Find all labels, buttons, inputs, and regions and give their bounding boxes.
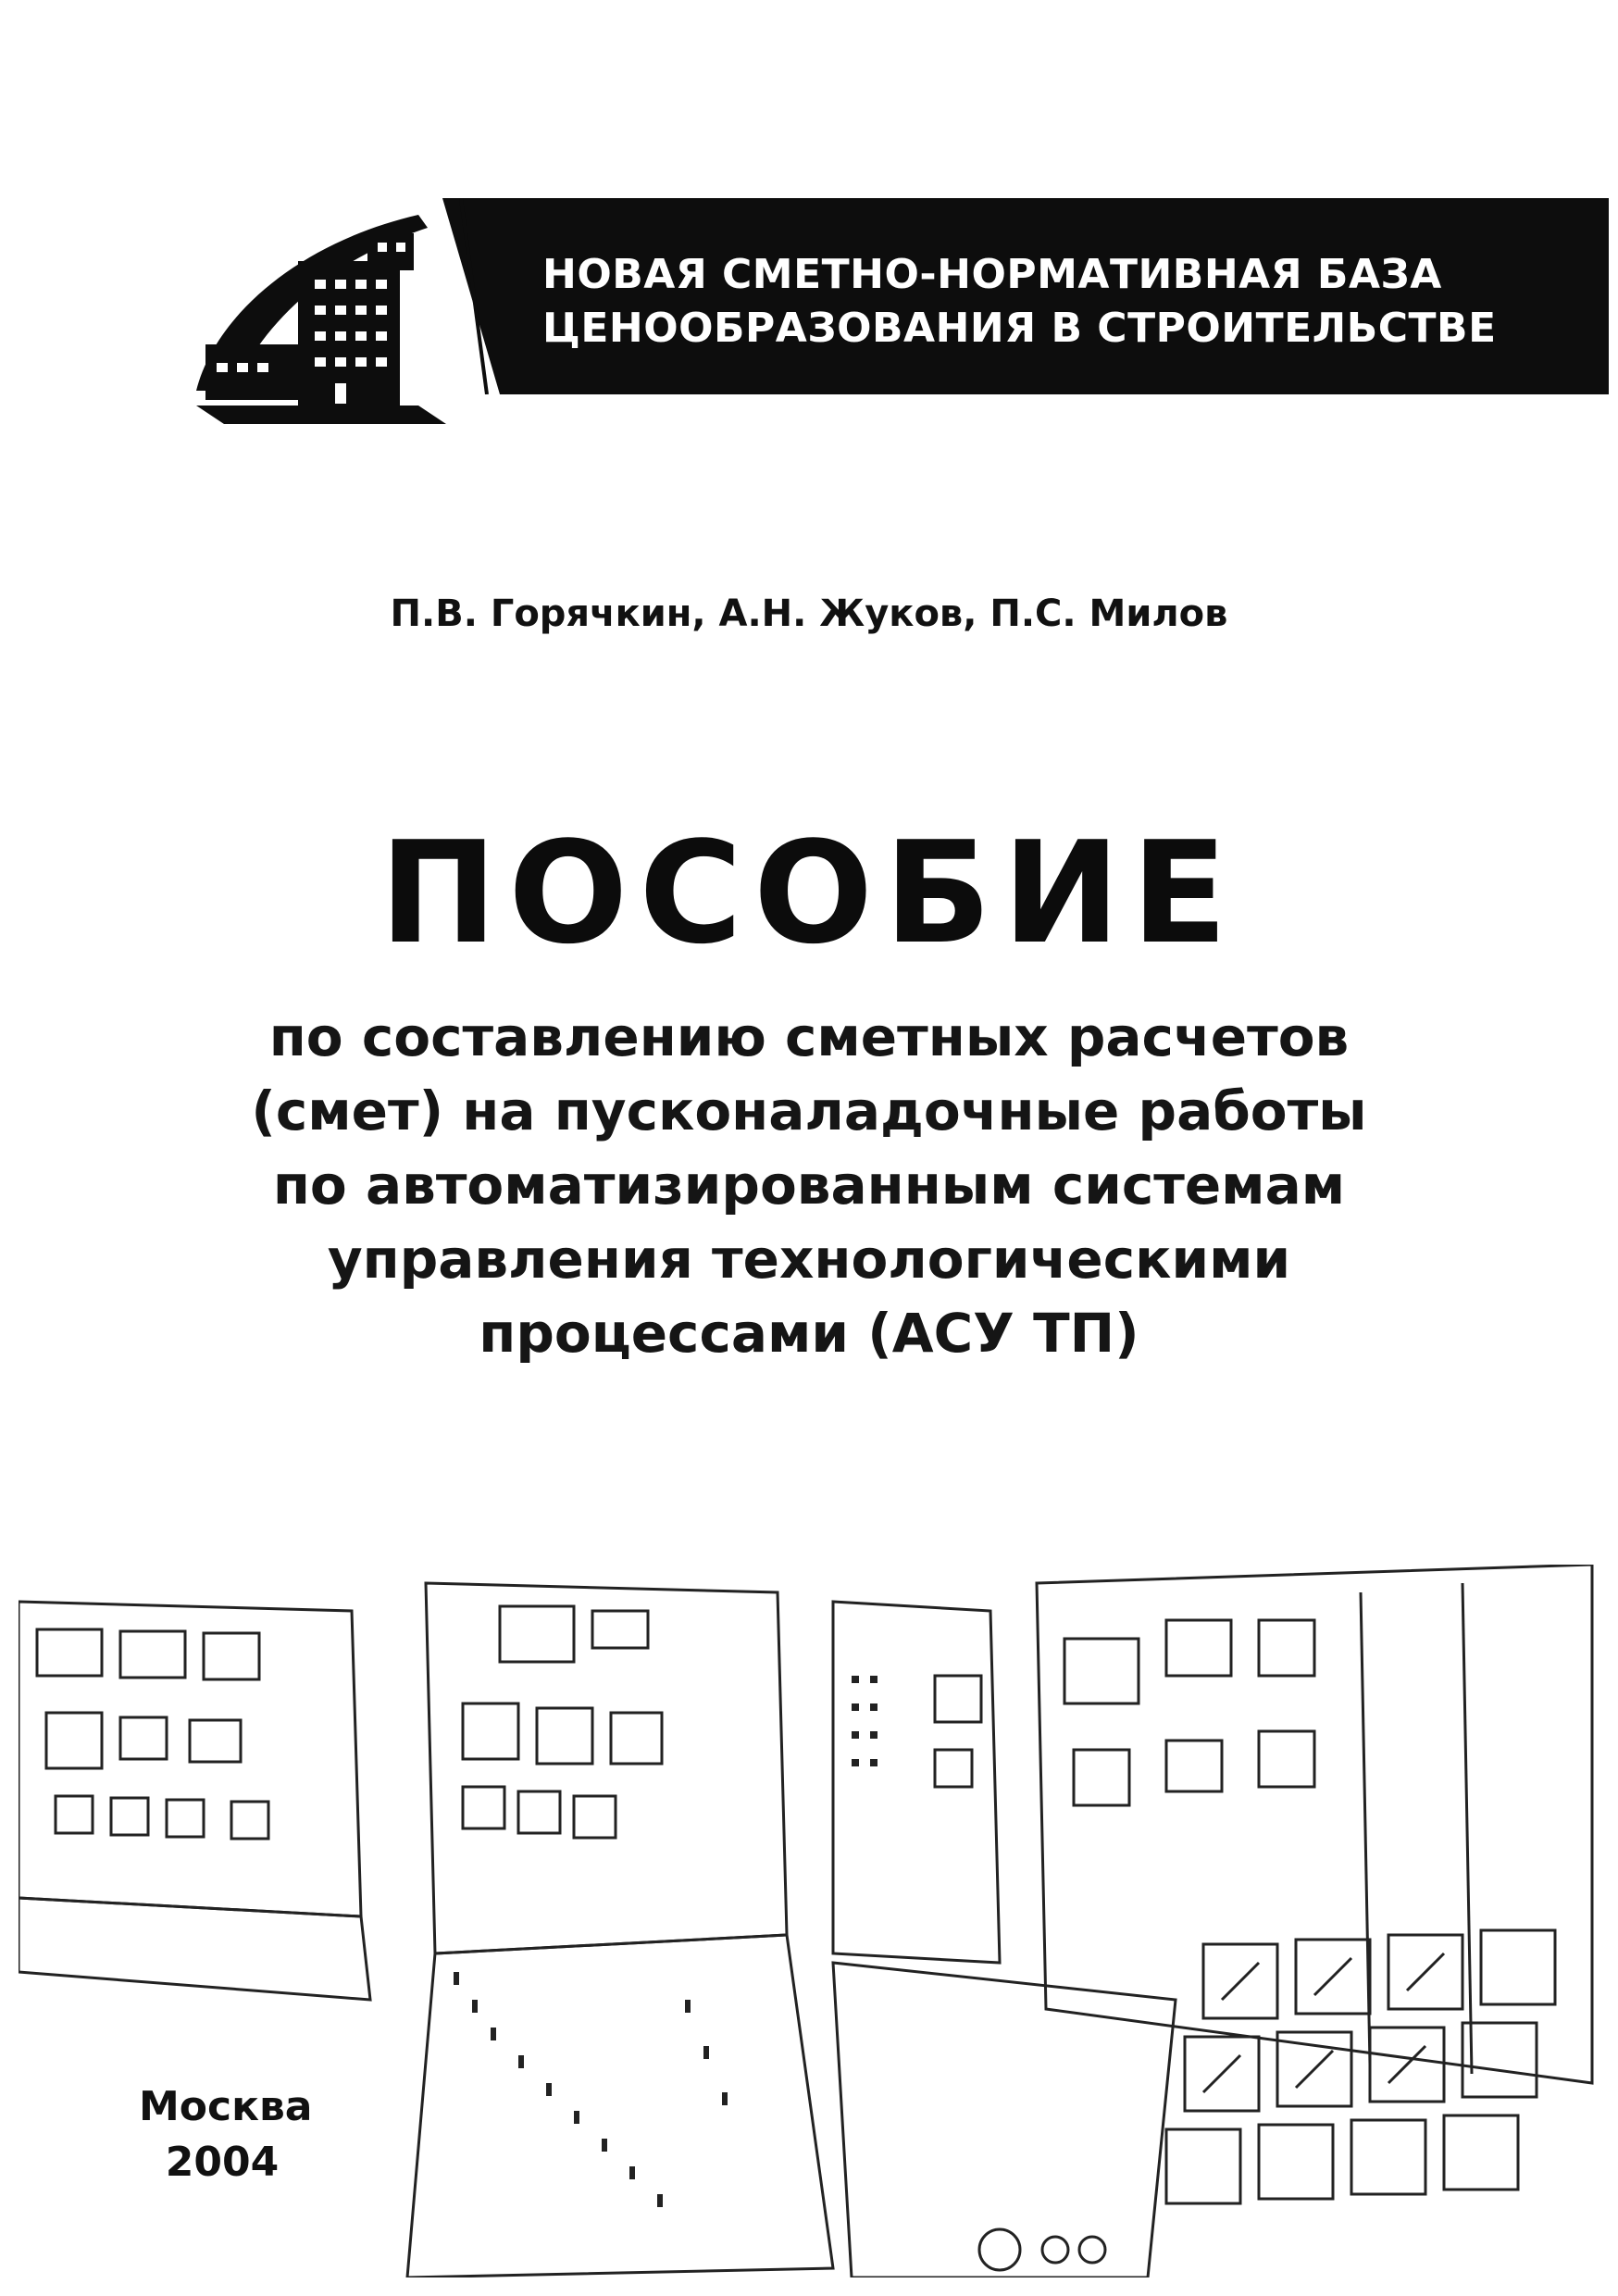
- book-title: ПОСОБИЕ: [379, 811, 1239, 975]
- subtitle-line: (смет) на пусконаладочные работы: [251, 1079, 1367, 1142]
- subtitle-line: управления технологическими: [327, 1228, 1291, 1291]
- subtitle-line: по составлению сметных расчетов: [268, 1005, 1350, 1068]
- imprint: [139, 2079, 313, 2190]
- series-banner: [442, 198, 1609, 394]
- subtitle-line: по автоматизированным системам: [272, 1154, 1346, 1217]
- imprint-year: 2004: [165, 2139, 280, 2186]
- series-title-line-2: ЦЕНООБРАЗОВАНИЯ В СТРОИТЕЛЬСТВЕ: [542, 305, 1497, 352]
- series-title-line-1: НОВАЯ СМЕТНО-НОРМАТИВНАЯ БАЗА: [542, 251, 1442, 298]
- imprint-city: Москва: [139, 2083, 313, 2130]
- building-logo-icon: [196, 206, 455, 428]
- subtitle-line: процессами (АСУ ТП): [479, 1302, 1139, 1365]
- book-subtitle: [0, 1000, 1618, 1370]
- authors: П.В. Горячкин, А.Н. Жуков, П.С. Милов: [390, 593, 1228, 635]
